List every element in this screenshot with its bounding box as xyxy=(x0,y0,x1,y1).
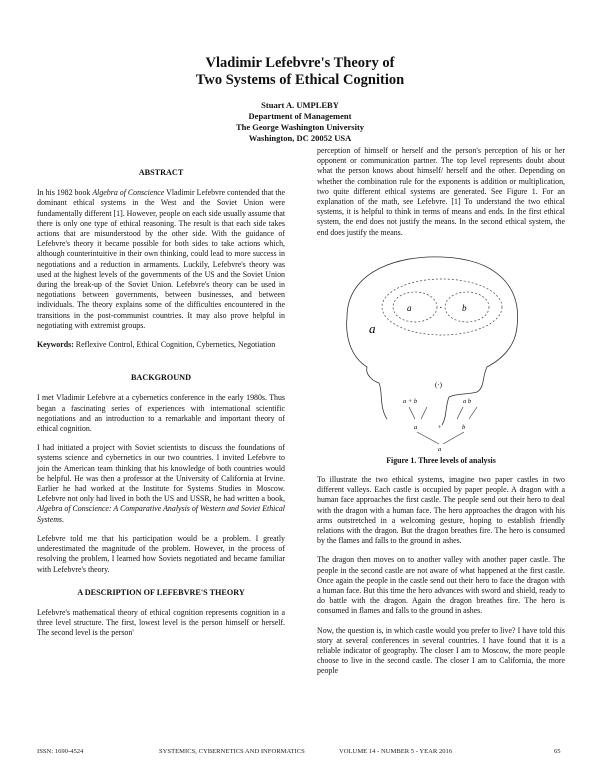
author-name: Stuart A. UMPLEBY xyxy=(261,100,339,110)
abstract-heading: ABSTRACT xyxy=(138,168,184,177)
description-paragraph-1: Lefebvre's mathematical theory of ethical cognition represents cognition in a three level structure. The first, lowest level is the person himself or herself. The second level is the person' xyxy=(37,607,285,638)
thought-bubble-left xyxy=(393,292,437,322)
lattice-line-4 xyxy=(469,407,477,419)
author-department: Department of Management xyxy=(248,111,352,121)
keywords: Keywords: Reflexive Control, Ethical Cognition, Cybernetics, Negotiation xyxy=(37,340,276,350)
right-paragraph-2: To illustrate the two ethical systems, imagine two paper castles in two different valleys. Each castle is occupied by paper people. A dragon with a human face approaches the first castle. The people send out their hero to deal with the dragon with a human face. The hero approaches the dragon with his arms outstretched in a welcoming gesture, hoping to establish friendly relations with the dragon. But the dragon breathes fire. The hero is consumed by the flames and falls to the ground in ashes. xyxy=(317,475,565,546)
figure-1-head-diagram xyxy=(317,247,565,452)
fig-label-row1: a + b xyxy=(403,397,418,405)
head-outline xyxy=(347,257,518,425)
footer-volume: VOLUME 14 - NUMBER 5 - YEAR 2016 xyxy=(339,748,453,755)
right-paragraph-4: Now, the question is, in which castle would you prefer to live? I have told this story at several conferences in several countries. I have found that it is a reliable indicator of geography. The closer I am to Moscow, the more people choose to live in the second castle. The closer I am to California, the more people xyxy=(317,625,565,676)
fig-label-op-top: (·) xyxy=(435,380,442,389)
lattice-line-6 xyxy=(443,432,464,444)
fig-label-b-inner: b xyxy=(462,302,467,313)
fig-label-row2-a: a xyxy=(414,423,418,431)
description-heading: A DESCRIPTION OF LEFEBVRE'S THEORY xyxy=(77,587,245,597)
background-book-title: Algebra of Conscience: A Comparative Analysis of Western and Soviet Ethical Systems xyxy=(37,504,285,524)
title-line-1: Vladimir Lefebvre's Theory of xyxy=(205,55,395,71)
fig-label-bottom: a xyxy=(438,445,442,452)
abstract-text: In his 1982 book Algebra of Conscience Vladimir Lefebvre contended that the dominant ethical systems in the West and the Soviet Union were fundamentally different [1]. However, people on each side usually assume that there is only one type of ethical reasoning. The result is that each side takes actions that are misunderstood by the other side. With the guidance of Lefebvre's theory it became possible for both sides to take actions which, although counterintuitive in their own thinking, could lead to more success in negotiations and a reduction in armaments. Luckily, Lefebvre's theory was used at the highest levels of the governments of the US and the Soviet Union during the break-up of the Soviet Union. Lefebvre's theory can be used in negotiations between governments, between businesses, and between individuals. The theory explains some of the difficulties encountered in the transitions in the post-communist countries. It may also prove helpful in negotiating with extremist groups. xyxy=(37,188,286,330)
footer-journal: SYSTEMICS, CYBERNETICS AND INFORMATICS xyxy=(159,748,305,755)
fig-label-row2-b: b xyxy=(462,423,466,431)
left-column xyxy=(37,168,285,648)
background-paragraph-3: Lefebvre told me that his participation would be a problem. I greatly underestimated the magnitude of the problem. However, in the process of resolving the problem, I learned how Soviets negotiated and became familiar with Lefebvre's theory. xyxy=(37,533,285,574)
background-paragraph-1: I met Vladimir Lefebvre at a cybernetics conference in the early 1980s. Thus began a fascinating series of experiences with international scientific negotiations and an introduction to a remarkable and important theory of ethical cognition. xyxy=(37,393,285,434)
paper-title xyxy=(0,55,600,89)
fig-label-a-big: a xyxy=(369,320,376,336)
right-paragraph-3: The dragon then moves on to another valley with another paper castle. The people in the second castle are not aware of what happened at the first castle. Once again the people in the castle send out their hero to face the dragon with a human face. But this time the hero advances with sword and shield, ready to do battle with the dragon. Again the dragon breathes fire. The hero is consumed in flames and falls to the ground in ashes. xyxy=(317,555,565,616)
face-outline xyxy=(347,317,387,419)
fig-label-row2-plus: + xyxy=(438,423,442,431)
lattice-line-5 xyxy=(417,432,439,444)
background-paragraph-2: I had initiated a project with Soviet scientists to discuss the foundations of systems science and cybernetics in our two countries. I invited Lefebvre to join the American team thinking that his knowledge of both countries would be helpful. He was then a professor at the University of California at Irvine. Earlier he had worked at the Institute for Systems Studies in Moscow. Lefebvre not only had lived in both the US and USSR, he had written a book, Algebra of Conscience: A Comparative Analysis of Western and Soviet Ethical Systems. xyxy=(37,443,285,524)
thought-bubble-right xyxy=(445,292,489,322)
title-line-2: Two Systems of Ethical Cognition xyxy=(195,72,405,88)
keywords-label: Keywords: xyxy=(37,340,74,350)
right-column xyxy=(317,146,565,686)
background-heading: BACKGROUND xyxy=(130,373,192,383)
right-paragraph-1: perception of himself or herself and the person's perception of his or her opponent or communication partner. The top level represents doubt about what the person knows about himself/ herself and the other. Depending on whether the combination rule for the exponents is addition or multiplication, two quite different ethical systems are generated. See Figure 1. For an explanation of the math, see Lefebvre. [1] To understand the two ethical systems, it is helpful to think in terms of means and ends. In the first ethical system, the end does not justify the means. In the second ethical system, the end does justify the means. xyxy=(317,146,565,237)
author-city: Washington, DC 20052 USA xyxy=(248,133,352,143)
lattice-line-2 xyxy=(421,407,427,419)
author-block xyxy=(0,100,600,144)
footer-issn: ISSN: 1690-4524 xyxy=(37,748,84,755)
footer-page-number: 65 xyxy=(554,748,561,755)
figure-1 xyxy=(317,247,565,452)
lattice-line-3 xyxy=(457,407,463,419)
lattice-line-1 xyxy=(409,407,415,419)
fig-label-row1b: a b xyxy=(463,397,472,405)
abstract-book-title: Algebra of Conscience xyxy=(92,188,165,198)
fig-label-dot: · xyxy=(439,301,443,314)
fig-label-a-inner: a xyxy=(407,302,412,313)
figure-1-caption: Figure 1. Three levels of analysis xyxy=(386,455,496,465)
author-university: The George Washington University xyxy=(235,122,365,132)
